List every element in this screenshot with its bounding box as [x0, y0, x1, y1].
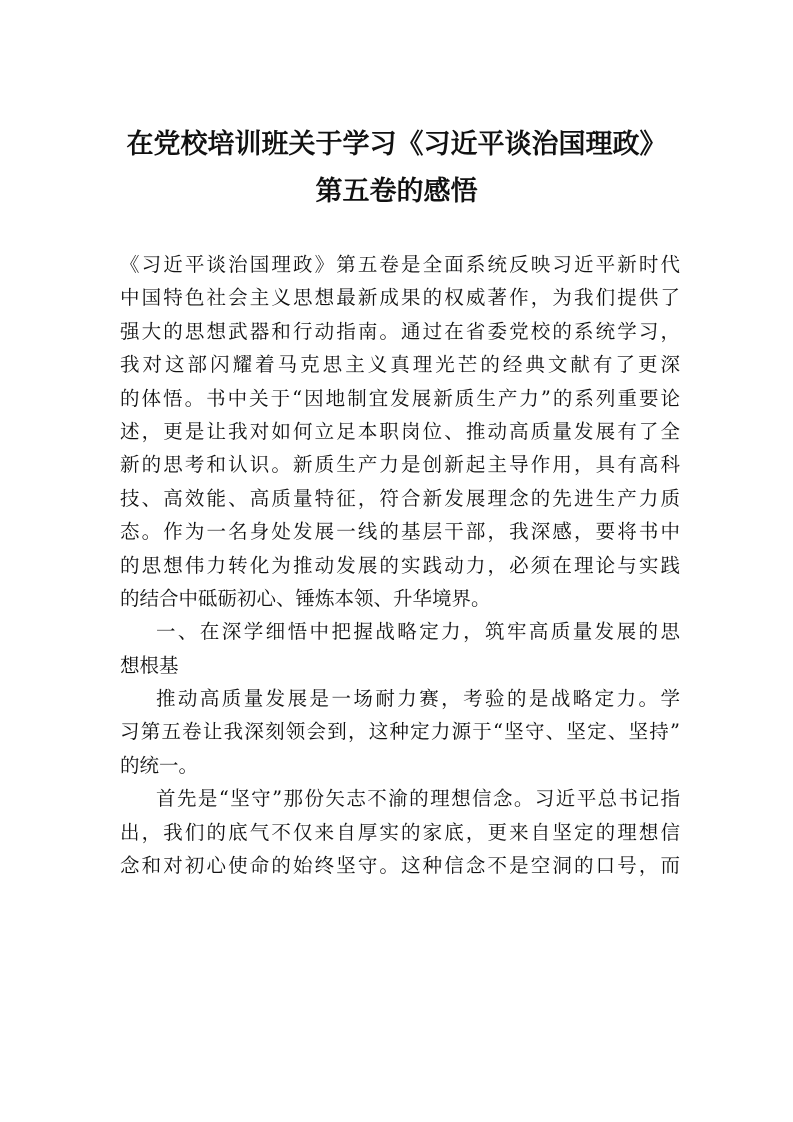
body-text-line: 首先是“坚守”那份矢志不渝的理想信念。习近平总书记指 [156, 787, 680, 811]
body-text-line: 中国特色社会主义思想最新成果的权威著作，为我们提供了 [120, 286, 680, 310]
body-text-line: 我对这部闪耀着马克思主义真理光芒的经典文献有了更深 [120, 353, 680, 377]
body-text-line: 的思想伟力转化为推动发展的实践动力，必须在理论与实践 [120, 553, 680, 577]
body-text-line: 出，我们的底气不仅来自厚实的家底，更来自坚定的理想信 [120, 820, 680, 844]
body-text-line: 的统一。 [120, 753, 199, 777]
body-text-line: 的结合中砥砺初心、锤炼本领、升华境界。 [120, 586, 491, 610]
body-text-line: 的体悟。书中关于“因地制宜发展新质生产力”的系列重要论 [120, 386, 680, 410]
body-text-line: 想根基 [120, 653, 179, 677]
body-text-line: 技、高效能、高质量特征，符合新发展理念的先进生产力质 [120, 486, 680, 510]
body-text-line: 态。作为一名身处发展一线的基层干部，我深感，要将书中 [120, 520, 680, 544]
body-text-line: 强大的思想武器和行动指南。通过在省委党校的系统学习， [120, 319, 680, 343]
body-text-line: 《习近平谈治国理政》第五卷是全面系统反映习近平新时代 [120, 253, 680, 276]
body-text-line: 念和对初心使命的始终坚守。这种信念不是空洞的口号，而 [120, 854, 680, 878]
body-text-line: 新的思考和认识。新质生产力是创新起主导作用，具有高科 [120, 453, 680, 477]
body-text-line: 一、在深学细悟中把握战略定力，筑牢高质量发展的思 [156, 620, 680, 644]
body-text-line: 习第五卷让我深刻领会到，这种定力源于“坚守、坚定、坚持” [120, 720, 680, 744]
document-title-line-1: 在党校培训班关于学习《习近平谈治国理政》 [126, 129, 667, 160]
body-text-line: 推动高质量发展是一场耐力赛，考验的是战略定力。学 [156, 687, 680, 711]
body-text-line: 述，更是让我对如何立足本职岗位、推动高质量发展有了全 [120, 419, 680, 443]
document-body [120, 248, 680, 882]
document-title-line-2: 第五卷的感悟 [315, 176, 478, 207]
